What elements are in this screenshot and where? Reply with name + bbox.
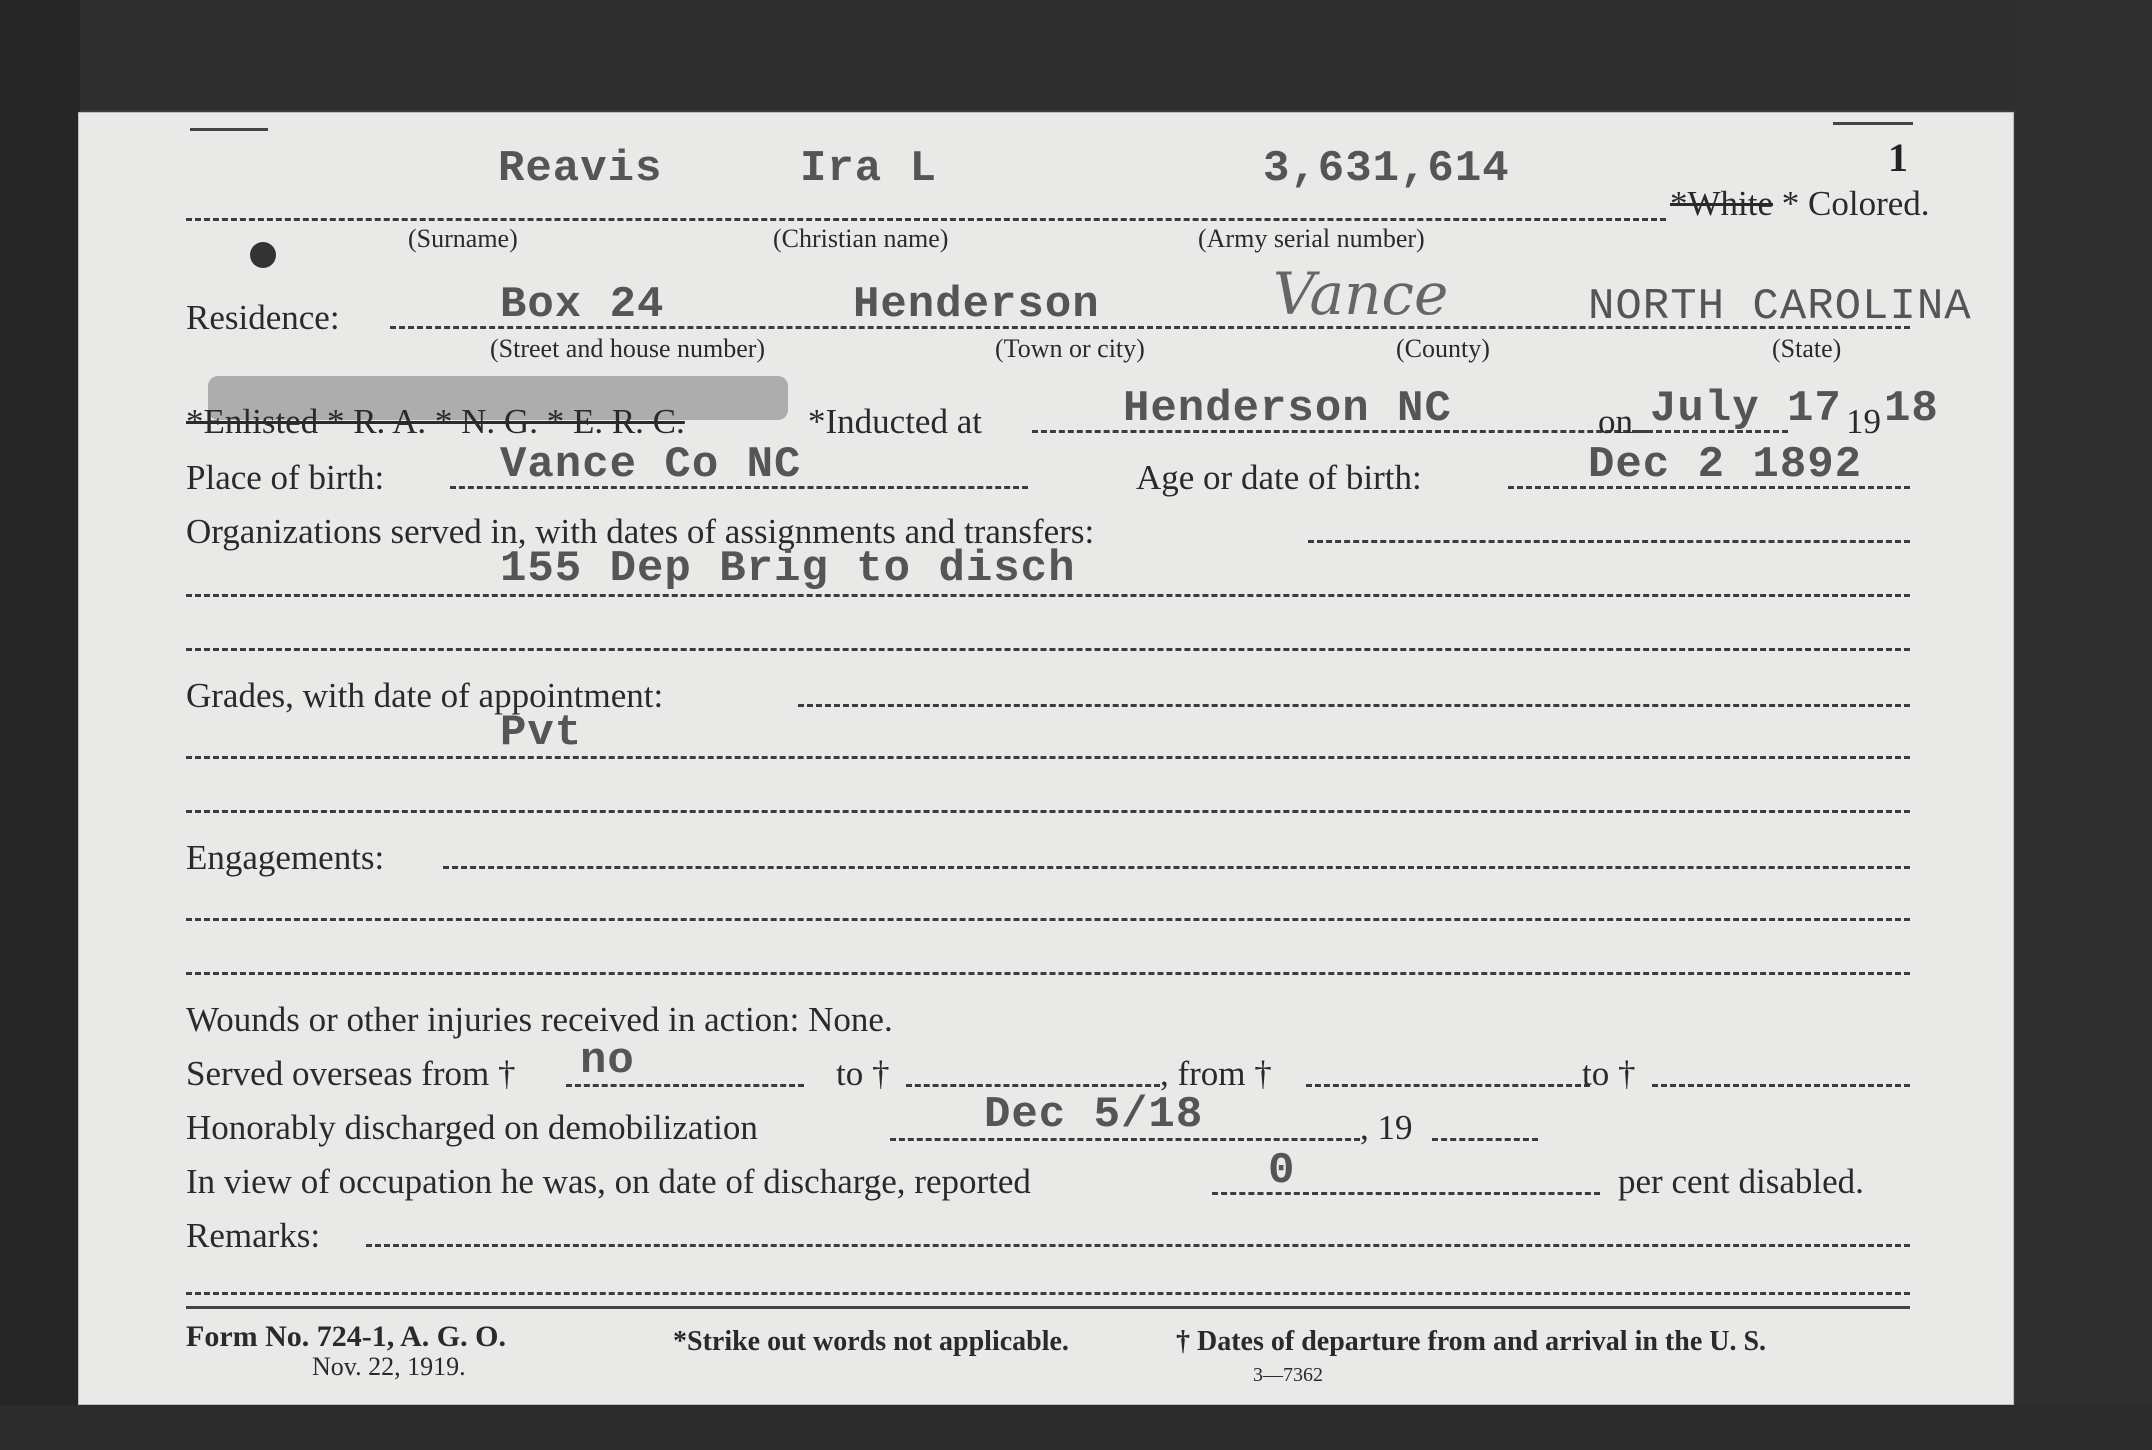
birthplace-line [450, 486, 1028, 489]
top-left-rule [190, 128, 268, 131]
birthplace-label: Place of birth: [186, 458, 385, 497]
race-colored-option: * Colored. [1781, 184, 1930, 223]
overseas-to-line [906, 1084, 1160, 1087]
race-white-option: *White [1670, 184, 1774, 223]
year-prefix: 19 [1846, 402, 1881, 441]
inducted-date-line [1638, 430, 1788, 433]
organizations-label: Organizations served in, with dates of assignments and transfers: [186, 512, 1095, 551]
overseas-from-value: no [580, 1036, 635, 1086]
disability-label: In view of occupation he was, on date of discharge, reported [186, 1162, 1031, 1201]
punch-hole-icon [250, 242, 276, 268]
scan-background-left [0, 0, 80, 1450]
overseas-label: Served overseas from † [186, 1054, 516, 1093]
county-value: Vance [1273, 260, 1449, 328]
organizations-line-2 [186, 594, 1910, 597]
inducted-line [1032, 430, 1647, 433]
street-caption: (Street and house number) [490, 334, 766, 363]
christian-name-value: Ira L [800, 144, 938, 194]
remarks-line-2 [186, 1292, 1910, 1295]
engagements-line-1 [443, 866, 1910, 869]
birthdate-line [1508, 486, 1910, 489]
disability-value: 0 [1268, 1146, 1296, 1196]
print-code: 3—7362 [1253, 1364, 1323, 1386]
card-number: 1 [1888, 135, 1908, 180]
serial-number-caption: (Army serial number) [1198, 224, 1425, 253]
overseas-from-label-2: , from † [1160, 1054, 1272, 1093]
surname-caption: (Surname) [408, 224, 518, 253]
dates-note: † Dates of departure from and arrival in the U. S. [1176, 1326, 1767, 1357]
overseas-to-label: to † [836, 1054, 890, 1093]
birthplace-value: Vance Co NC [500, 440, 802, 490]
form-date: Nov. 22, 1919. [312, 1352, 466, 1381]
strike-note: *Strike out words not applicable. [673, 1326, 1069, 1357]
overseas-to-label-2: to † [1582, 1054, 1636, 1093]
overseas-from-line [566, 1084, 804, 1087]
serial-number-value: 3,631,614 [1263, 144, 1510, 194]
christian-name-caption: (Christian name) [773, 224, 949, 253]
top-right-rule [1833, 122, 1913, 125]
scan-background-right [2015, 0, 2152, 1450]
engagements-label: Engagements: [186, 838, 385, 877]
footer-rule [186, 1306, 1910, 1309]
inducted-place-value: Henderson NC [1123, 384, 1452, 434]
street-value: Box 24 [500, 280, 665, 330]
discharge-year-label: , 19 [1360, 1108, 1413, 1147]
discharge-year-line [1432, 1138, 1538, 1141]
birthdate-value: Dec 2 1892 [1588, 440, 1863, 490]
inducted-label: *Inducted at [808, 402, 982, 441]
town-caption: (Town or city) [995, 334, 1145, 363]
year-suffix: 18 [1884, 384, 1939, 434]
residence-line [390, 326, 1910, 329]
discharge-label: Honorably discharged on demobilization [186, 1108, 758, 1147]
scan-background-bottom [0, 1405, 2152, 1450]
grades-label: Grades, with date of appointment: [186, 676, 664, 715]
state-value: NORTH CAROLINA [1588, 282, 1972, 332]
grades-line-3 [186, 810, 1910, 813]
discharge-date-value: Dec 5/18 [984, 1090, 1204, 1140]
scan-background-top [0, 0, 2152, 110]
grades-line-1 [798, 704, 1910, 707]
remarks-line-1 [366, 1244, 1910, 1247]
remarks-label: Remarks: [186, 1216, 321, 1255]
grades-line-2 [186, 756, 1910, 759]
on-label: on [1598, 402, 1633, 441]
town-value: Henderson [853, 280, 1100, 330]
county-caption: (County) [1396, 334, 1490, 363]
organizations-line-1 [1308, 540, 1910, 543]
grades-value: Pvt [500, 708, 583, 758]
organizations-line-3 [186, 648, 1910, 651]
form-number: Form No. 724-1, A. G. O. [186, 1320, 506, 1353]
name-line [186, 218, 1666, 221]
discharge-line [890, 1138, 1360, 1141]
engagements-line-3 [186, 972, 1910, 975]
disability-line [1212, 1192, 1600, 1195]
state-caption: (State) [1772, 334, 1842, 363]
disability-suffix: per cent disabled. [1618, 1162, 1864, 1201]
residence-label: Residence: [186, 298, 340, 337]
enlisted-options: *Enlisted * R. A. * N. G. * E. R. C. [186, 402, 685, 441]
organizations-value: 155 Dep Brig to disch [500, 544, 1076, 594]
overseas-to-line-2 [1652, 1084, 1910, 1087]
birthdate-label: Age or date of birth: [1136, 458, 1422, 497]
service-record-card [78, 112, 2014, 1405]
engagements-line-2 [186, 918, 1910, 921]
overseas-from-line-2 [1306, 1084, 1590, 1087]
surname-value: Reavis [498, 144, 663, 194]
inducted-date-value: July 17 [1650, 384, 1842, 434]
wounds-label: Wounds or other injuries received in action: None. [186, 1000, 893, 1039]
